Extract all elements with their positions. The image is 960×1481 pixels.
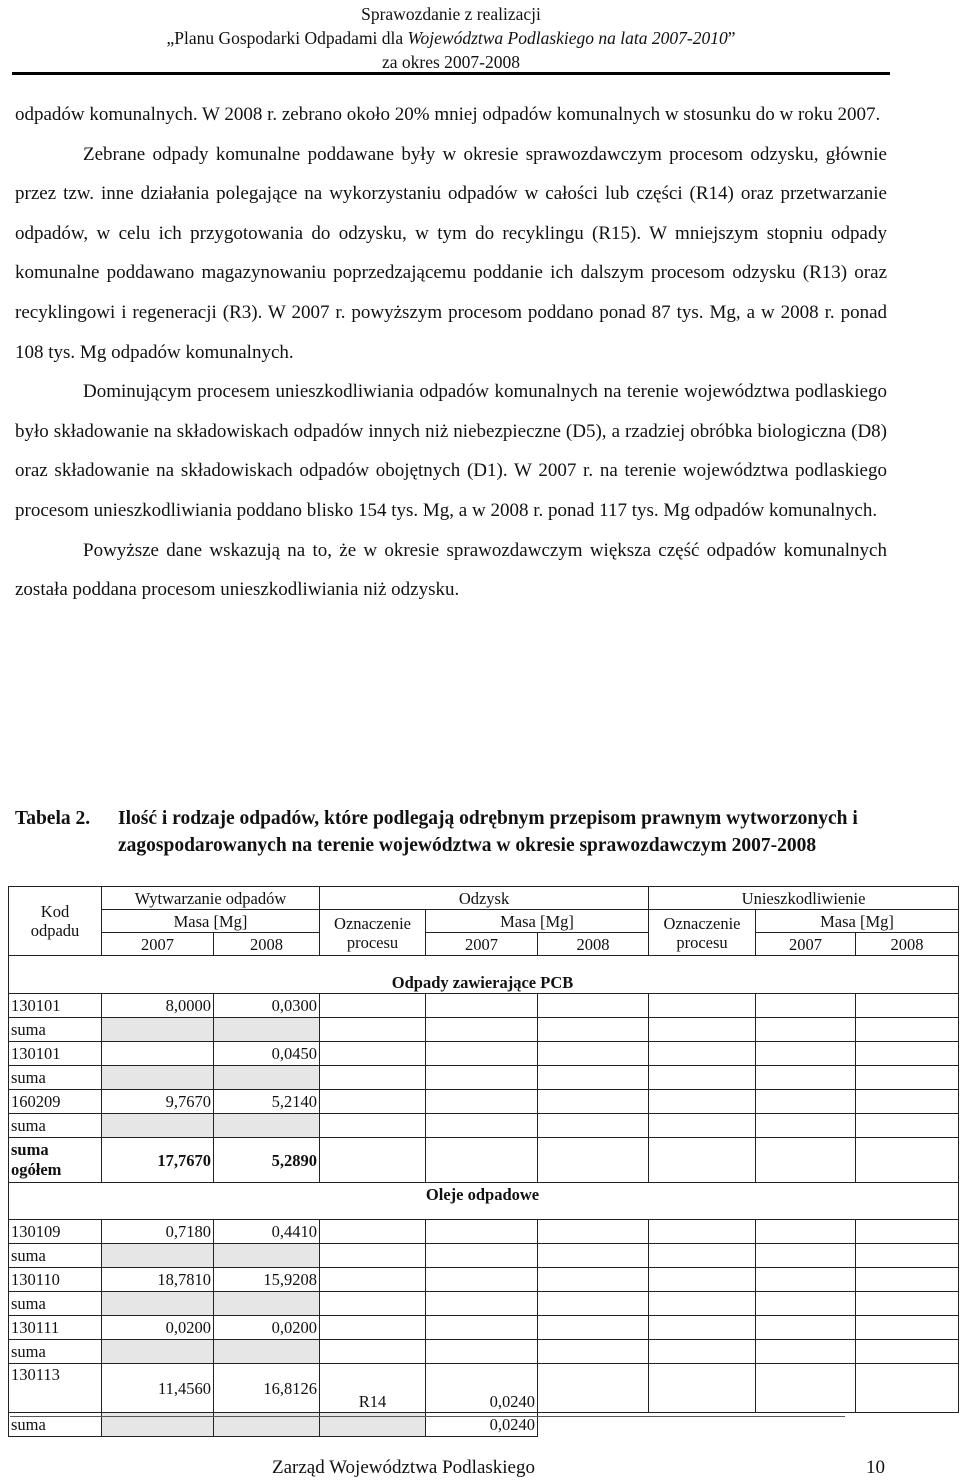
table-row <box>9 1220 959 1244</box>
suma-cell: suma <box>9 1413 102 1437</box>
kod-cell: 130109 <box>9 1220 102 1244</box>
odzysk-oznaczenie-header: Oznaczenie procesu <box>320 910 426 956</box>
section-row-pcb <box>9 956 959 994</box>
table-row <box>9 1042 959 1066</box>
total-cell: 17,7670 <box>102 1138 214 1183</box>
value-cell: 0,0450 <box>214 1042 320 1066</box>
table-row <box>9 994 959 1018</box>
value-cell: 0,0240 <box>426 1364 538 1413</box>
kod-cell: 130113 <box>9 1364 102 1413</box>
year-header: 2007 <box>102 933 214 956</box>
header-line-2 <box>12 26 890 50</box>
table-row <box>9 1066 959 1090</box>
header-rule <box>12 72 890 75</box>
table-caption-label: Tabela 2. <box>15 808 91 829</box>
suma-cell: suma <box>9 1292 102 1316</box>
value-cell: 0,0200 <box>102 1316 214 1340</box>
table-row <box>9 1114 959 1138</box>
kod-header: Kod odpadu <box>9 887 102 956</box>
paragraph-4: Powyższe dane wskazują na to, że w okresie sprawozdawczym większa część odpadów komunalnych została poddana procesom unieszkodliwiania niż odzysku. <box>15 539 887 601</box>
header-quote-close: ” <box>727 28 736 48</box>
paragraph-2: Zebrane odpady komunalne poddawane były w okresie sprawozdawczym procesom odzysku, głównie przez tzw. inne działania polegające na wykorzystaniu odpadów w całości lub części (R14) oraz przetwarzanie odpadów, w celu ich przygotowania do odzysku, w tym do recyklingu (R15). W mniejszym stopniu odpady komunalne poddawano magazynowaniu poprzedzającemu poddanie ich dalszym procesom odzysku (R13) oraz recyklingowi i regeneracji (R3). W 2007 r. powyższym procesom poddano ponad 87 tys. Mg, a w 2008 r. ponad 108 tys. Mg odpadów komunalnych. <box>15 143 887 363</box>
value-cell: 0,0300 <box>214 994 320 1018</box>
value-cell: 8,0000 <box>102 994 214 1018</box>
value-cell: 9,7670 <box>102 1090 214 1114</box>
value-cell: 18,7810 <box>102 1268 214 1292</box>
section-row-oleje <box>9 1183 959 1220</box>
value-cell: 0,0240 <box>426 1413 538 1437</box>
year-header: 2008 <box>856 933 959 956</box>
year-header: 2007 <box>756 933 856 956</box>
section-title-oleje: Oleje odpadowe <box>9 1183 959 1220</box>
uniesz-oznaczenie-header: Oznaczenie procesu <box>649 910 756 956</box>
table-row <box>9 1018 959 1042</box>
suma-cell: suma <box>9 1114 102 1138</box>
value-cell: 16,8126 <box>214 1364 320 1413</box>
paragraph-3: Dominującym procesem unieszkodliwiania odpadów komunalnych na terenie województwa podlaskiego było składowanie na składowiskach odpadów innych niż niebezpieczne (D5), a rzadziej obróbka biologiczna (D8) oraz składowanie na składowiskach odpadów obojętnych (D1). W 2007 r. na terenie województwa podlaskiego procesom unieszkodliwiania poddano blisko 154 tys. Mg, a w 2008 r. ponad 117 tys. Mg odpadów komunalnych. <box>15 381 887 521</box>
header-row-1 <box>9 887 959 910</box>
total-cell: 5,2890 <box>214 1138 320 1183</box>
odzysk-masa-header: Masa [Mg] <box>426 910 649 933</box>
process-cell: R14 <box>320 1364 426 1413</box>
wytwarzanie-header: Wytwarzanie odpadów <box>102 887 320 910</box>
table-row <box>9 1268 959 1292</box>
suma-cell: suma <box>9 1018 102 1042</box>
uniesz-masa-header: Masa [Mg] <box>756 910 959 933</box>
year-header: 2008 <box>214 933 320 956</box>
suma-cell: suma <box>9 1066 102 1090</box>
header-row-2 <box>9 910 959 933</box>
table-row <box>9 1340 959 1364</box>
table-row <box>9 1364 959 1413</box>
suma-cell: suma <box>9 1340 102 1364</box>
section-title-pcb: Odpady zawierające PCB <box>9 956 959 994</box>
unieszkodliwienie-header: Unieszkodliwienie <box>649 887 959 910</box>
kod-cell: 130101 <box>9 994 102 1018</box>
year-header: 2008 <box>538 933 649 956</box>
kod-cell: 130101 <box>9 1042 102 1066</box>
table-row <box>9 1244 959 1268</box>
header-plan-region: Województwa Podlaskiego na lata 2007-2010 <box>407 28 728 48</box>
paragraph-1: odpadów komunalnych. W 2008 r. zebrano około 20% mniej odpadów komunalnych w stosunku do w roku 2007. <box>15 104 881 125</box>
value-cell: 0,4410 <box>214 1220 320 1244</box>
value-cell: 0,7180 <box>102 1220 214 1244</box>
value-cell: 11,4560 <box>102 1364 214 1413</box>
kod-cell: 160209 <box>9 1090 102 1114</box>
page-header <box>12 0 890 74</box>
page-number: 10 <box>866 1457 885 1478</box>
waste-table <box>8 886 959 1437</box>
odzysk-header: Odzysk <box>320 887 649 910</box>
table-caption-text: Ilość i rodzaje odpadów, które podlegają odrębnym przepisom prawnym wytworzonych i zagospodarowanych na terenie województwa w okresie sprawozdawczym 2007-2008 <box>118 808 858 856</box>
kod-cell: 130111 <box>9 1316 102 1340</box>
table-row-total <box>9 1138 959 1183</box>
table-row <box>9 1090 959 1114</box>
table-row <box>9 1316 959 1340</box>
footer-rule <box>10 1416 845 1417</box>
kod-cell: 130110 <box>9 1268 102 1292</box>
year-header: 2007 <box>426 933 538 956</box>
value-cell: 15,9208 <box>214 1268 320 1292</box>
suma-ogolem-cell: suma ogółem <box>9 1138 102 1183</box>
suma-cell: suma <box>9 1244 102 1268</box>
value-cell: 0,0200 <box>214 1316 320 1340</box>
footer-org: Zarząd Województwa Podlaskiego <box>272 1457 535 1478</box>
value-cell: 5,2140 <box>214 1090 320 1114</box>
value-cell <box>102 1042 214 1066</box>
header-line-3: za okres 2007-2008 <box>381 52 521 72</box>
table-row <box>9 1292 959 1316</box>
header-row-3 <box>9 933 959 956</box>
body-text <box>15 95 887 610</box>
wytw-masa-header: Masa [Mg] <box>102 910 320 933</box>
header-line-1: Sprawozdanie z realizacji <box>361 4 541 24</box>
header-plan-name: „Planu Gospodarki Odpadami dla <box>166 28 408 48</box>
